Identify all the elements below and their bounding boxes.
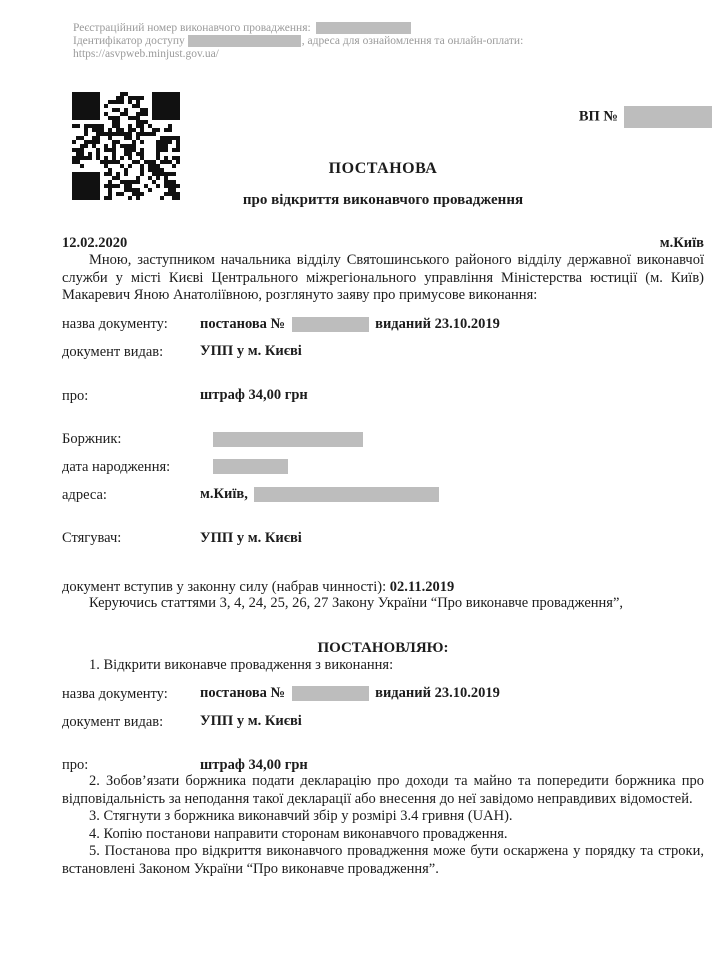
registry-header bbox=[73, 22, 702, 61]
redaction-address bbox=[254, 487, 439, 502]
resolution-heading: ПОСТАНОВЛЯЮ: bbox=[317, 639, 449, 656]
field-doc-name-2-suffix: виданий 23.10.2019 bbox=[375, 685, 500, 702]
redaction-birthdate bbox=[213, 459, 288, 474]
field-about-label: про: bbox=[62, 387, 89, 404]
field-doc-issuer-2-label: документ видав: bbox=[62, 713, 164, 730]
field-doc-issuer-label: документ видав: bbox=[62, 343, 164, 360]
field-doc-name-2-prefix: постанова № bbox=[200, 685, 286, 702]
registry-number-line bbox=[73, 22, 702, 35]
resolution-item-5: 5. Постанова про відкриття виконавчого провадження може бути оскаржена у порядку та строки, встановлені Законом України “Про виконавче провадження”. bbox=[62, 843, 704, 877]
field-debtor-label: Боржник: bbox=[62, 431, 122, 448]
field-address bbox=[62, 486, 704, 503]
resolution-item-3: 3. Стягнути з боржника виконавчий збір у розмірі 3.4 гривня (UAH). bbox=[89, 808, 513, 825]
document-subtitle: про відкриття виконавчого провадження bbox=[242, 192, 524, 208]
field-collector-value: УПП у м. Києві bbox=[200, 529, 302, 546]
field-doc-issuer-2-value: УПП у м. Києві bbox=[200, 712, 302, 729]
redaction-registry-number bbox=[316, 22, 411, 34]
access-id-label: Ідентифікатор доступу bbox=[73, 35, 185, 47]
resolution-item-4: 4. Копію постанови направити сторонам виконавчого провадження. bbox=[89, 825, 508, 842]
field-doc-name bbox=[62, 316, 704, 333]
access-id-suffix: , адреса для ознайомлення та онлайн-оплати: bbox=[301, 35, 524, 47]
field-doc-name-2 bbox=[62, 685, 704, 702]
field-collector bbox=[62, 530, 704, 547]
document-city: м.Київ bbox=[659, 235, 704, 251]
intro-paragraph: Мною, заступником начальника відділу Святошинського районого відділу державної виконавчої служби у місті Києві Центрального міжрегіонального управління Міністерства юстиції (м. Київ) Макаревич Яною Анатоліївною, розглянуто заяву про примусове виконання: bbox=[62, 252, 704, 303]
resolution-item-1: 1. Відкрити виконавче провадження з виконання: bbox=[89, 656, 394, 673]
resolution-item-2: 2. Зобов’язати боржника подати декларацію про доходи та майно та попередити боржника про відповідальність за неподання такої декларації або внесення до неї завідомо неправдивих відомостей. bbox=[62, 773, 704, 807]
legal-force-line bbox=[62, 579, 704, 595]
field-address-prefix: м.Київ, bbox=[200, 485, 248, 502]
field-doc-name-suffix: виданий 23.10.2019 bbox=[375, 315, 500, 332]
case-fields bbox=[62, 316, 704, 547]
field-birthdate-label: дата народження: bbox=[62, 458, 171, 475]
date-city-row bbox=[62, 235, 704, 252]
field-doc-name-prefix: постанова № bbox=[200, 315, 286, 332]
field-about-2 bbox=[62, 757, 704, 774]
redaction-access-id bbox=[188, 35, 301, 47]
field-collector-label: Стягувач: bbox=[62, 530, 122, 547]
field-doc-issuer-value: УПП у м. Києві bbox=[200, 343, 302, 360]
field-about bbox=[62, 387, 704, 404]
field-debtor bbox=[62, 431, 704, 448]
document-title: ПОСТАНОВА bbox=[328, 160, 438, 177]
access-id-line bbox=[73, 35, 702, 48]
legal-force-date: 02.11.2019 bbox=[389, 579, 455, 596]
vp-number-label: ВП № bbox=[578, 108, 618, 125]
vp-number-line bbox=[579, 106, 712, 128]
field-doc-issuer-2 bbox=[62, 713, 704, 730]
field-about-2-label: про: bbox=[62, 757, 89, 774]
case-fields-repeat bbox=[62, 685, 704, 773]
field-about-value: штраф 34,00 грн bbox=[200, 386, 308, 403]
registry-number-label: Реєстраційний номер виконавчого провадження: bbox=[73, 22, 311, 34]
field-doc-name-2-label: назва документу: bbox=[62, 685, 168, 702]
redaction-doc-number bbox=[292, 317, 369, 332]
redaction-debtor-name bbox=[213, 432, 363, 447]
field-address-label: адреса: bbox=[62, 486, 107, 503]
payment-url: https://asvpweb.minjust.gov.ua/ bbox=[73, 48, 219, 60]
redaction-doc-number-2 bbox=[292, 686, 369, 701]
legal-force-text: документ вступив у законну силу (набрав чинності): bbox=[62, 579, 387, 596]
field-about-2-value: штраф 34,00 грн bbox=[200, 756, 308, 773]
field-doc-issuer bbox=[62, 343, 704, 360]
document-date: 12.02.2020 bbox=[62, 235, 128, 251]
field-doc-name-label: назва документу: bbox=[62, 316, 168, 333]
guided-by-paragraph: Керуючись статтями 3, 4, 24, 25, 26, 27 Закону України “Про виконавче провадження”, bbox=[89, 595, 624, 612]
document-body bbox=[62, 160, 704, 878]
redaction-vp-number bbox=[624, 106, 712, 128]
field-birthdate bbox=[62, 458, 704, 475]
